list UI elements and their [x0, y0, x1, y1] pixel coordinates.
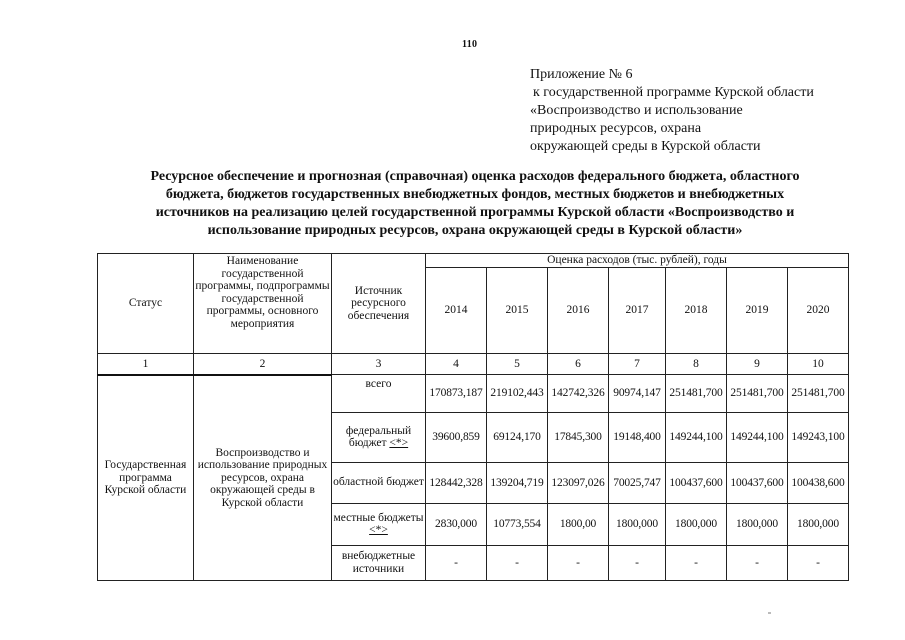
value-cell: 149243,100	[788, 413, 849, 463]
value-cell: 70025,747	[609, 463, 666, 504]
value-cell: -	[666, 546, 727, 581]
header-year: 2019	[727, 268, 788, 354]
value-cell: 100437,600	[666, 463, 727, 504]
value-cell: 100437,600	[727, 463, 788, 504]
source-cell	[332, 413, 426, 463]
header-name: Наименование государственной программы, подпрограммы государственной программы, основного мероприятия	[194, 254, 332, 354]
source-label: федеральный бюджет	[345, 424, 412, 449]
title-line-4: использование природных ресурсов, охрана окружающей среды в Курской области»	[207, 223, 743, 238]
status-cell: Государственная программа Курской области	[98, 375, 194, 581]
header-source: Источник ресурсного обеспечения	[332, 254, 426, 354]
title-line-3: источников на реализацию целей государственной программы Курской области «Воспроизводство и	[155, 205, 795, 220]
value-cell: -	[788, 546, 849, 581]
appendix-line-3: «Воспроизводство и использование	[530, 103, 743, 118]
source-cell	[332, 504, 426, 546]
value-cell: 19148,400	[609, 413, 666, 463]
column-number: 10	[788, 354, 849, 375]
appendix-block	[530, 66, 814, 156]
value-cell: -	[548, 546, 609, 581]
column-number: 6	[548, 354, 609, 375]
header-year: 2016	[548, 268, 609, 354]
value-cell: -	[426, 546, 487, 581]
header-year: 2014	[426, 268, 487, 354]
title-line-2: бюджета, бюджетов государственных внебюджетных фондов, местных бюджетов и внебюджетных	[165, 187, 785, 202]
appendix-line-1: Приложение № 6	[530, 67, 633, 82]
column-number-row	[98, 354, 849, 375]
value-cell: -	[609, 546, 666, 581]
value-cell: -	[487, 546, 548, 581]
value-cell: -	[727, 546, 788, 581]
appendix-line-2: к государственной программе Курской области	[533, 85, 814, 100]
value-cell: 251481,700	[727, 375, 788, 413]
document-title	[95, 168, 855, 240]
header-year: 2015	[487, 268, 548, 354]
column-number: 4	[426, 354, 487, 375]
value-cell: 17845,300	[548, 413, 609, 463]
value-cell: 100438,600	[788, 463, 849, 504]
column-number: 8	[666, 354, 727, 375]
value-cell: 128442,328	[426, 463, 487, 504]
header-status: Статус	[98, 254, 194, 354]
column-number: 7	[609, 354, 666, 375]
value-cell: 10773,554	[487, 504, 548, 546]
column-number: 1	[98, 354, 194, 375]
column-number: 9	[727, 354, 788, 375]
header-year: 2020	[788, 268, 849, 354]
resource-table	[97, 253, 849, 581]
value-cell: 170873,187	[426, 375, 487, 413]
value-cell: 251481,700	[788, 375, 849, 413]
value-cell: 149244,100	[666, 413, 727, 463]
value-cell: 219102,443	[487, 375, 548, 413]
value-cell: 149244,100	[727, 413, 788, 463]
value-cell: 2830,000	[426, 504, 487, 546]
value-cell: 142742,326	[548, 375, 609, 413]
appendix-line-4: природных ресурсов, охрана	[530, 121, 702, 136]
footnote-mark: <*>	[389, 437, 409, 449]
source-label: местные бюджеты	[333, 511, 424, 524]
value-cell: 123097,026	[548, 463, 609, 504]
header-estimate: Оценка расходов (тыс. рублей), годы	[426, 254, 849, 268]
title-line-1: Ресурсное обеспечение и прогнозная (справочная) оценка расходов федерального бюджета, областного	[150, 169, 800, 184]
source-cell: областной бюджет	[332, 463, 426, 504]
column-number: 2	[194, 354, 332, 375]
value-cell: 39600,859	[426, 413, 487, 463]
value-cell: 1800,000	[666, 504, 727, 546]
value-cell: 1800,000	[788, 504, 849, 546]
footnote-mark: <*>	[369, 524, 388, 536]
column-number: 5	[487, 354, 548, 375]
header-year: 2018	[666, 268, 727, 354]
page-number: 110	[462, 39, 478, 50]
value-cell: 1800,00	[548, 504, 609, 546]
value-cell: 90974,147	[609, 375, 666, 413]
scan-speck	[768, 612, 771, 614]
header-year: 2017	[609, 268, 666, 354]
program-name-cell: Воспроизводство и использование природных ресурсов, охрана окружающей среды в Курской области	[194, 375, 332, 581]
source-cell: внебюджетные источники	[332, 546, 426, 581]
header-row-1	[98, 254, 849, 268]
value-cell: 251481,700	[666, 375, 727, 413]
appendix-line-5: окружающей среды в Курской области	[530, 139, 761, 154]
source-cell: всего	[332, 375, 426, 413]
value-cell: 139204,719	[487, 463, 548, 504]
value-cell: 1800,000	[609, 504, 666, 546]
table-row-total	[98, 375, 849, 413]
column-number: 3	[332, 354, 426, 375]
value-cell: 69124,170	[487, 413, 548, 463]
value-cell: 1800,000	[727, 504, 788, 546]
